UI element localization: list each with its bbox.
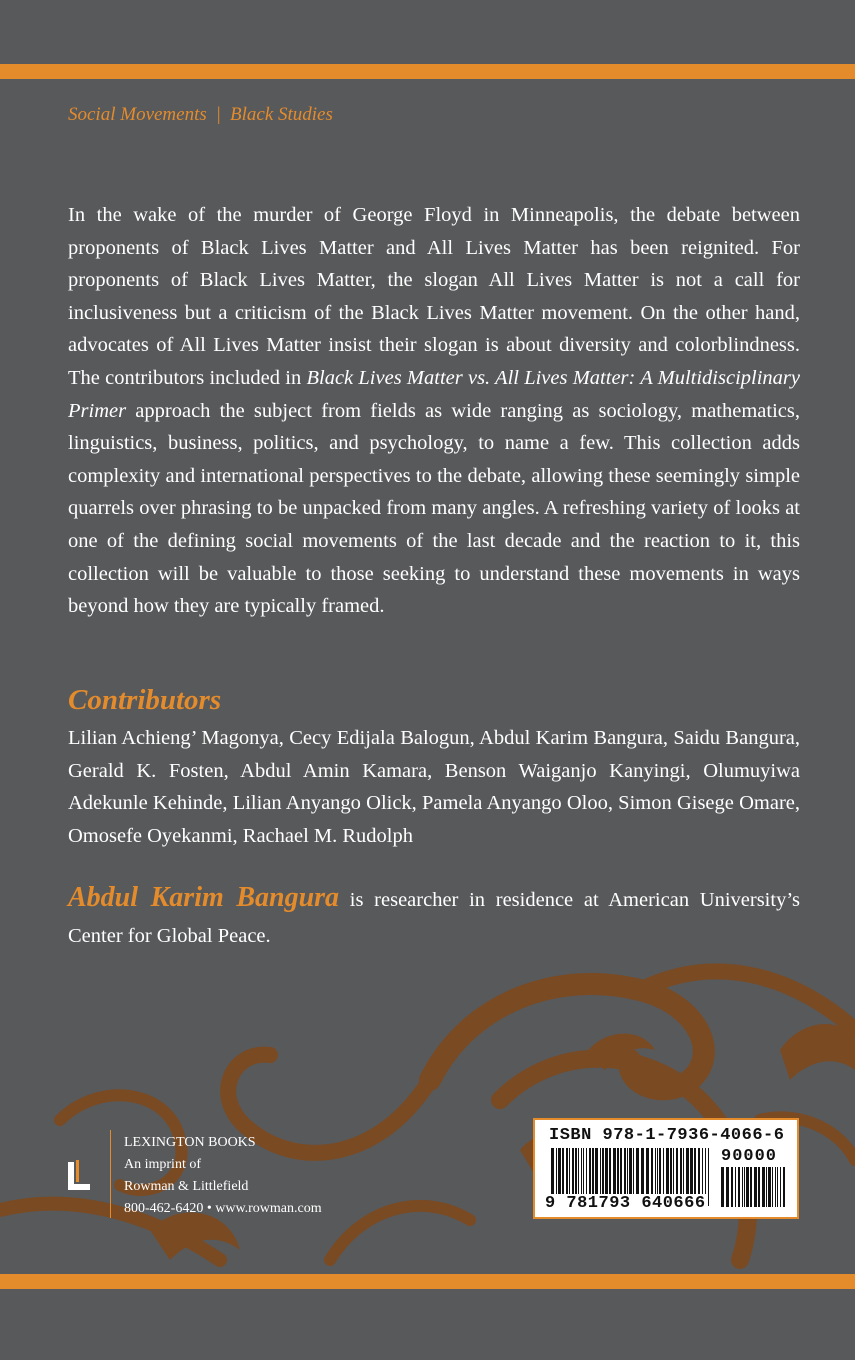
publisher-text [124,1132,322,1220]
barcode-bar [750,1167,752,1207]
lexington-logo-icon [66,1158,92,1192]
price-code: 90000 [721,1147,778,1166]
barcode-bar [738,1167,740,1207]
barcode-bar [780,1167,781,1207]
barcode-bar [758,1167,760,1207]
description-part-1: In the wake of the murder of George Floyd in Minneapolis, the debate between proponents of Black Lives Matter and All Lives Matter has been reignited. For proponents of Black Lives Matter, the slogan All Lives Matter is not a call for inclusiveness but a criticism of the Black Lives Matter movement. On the other hand, advocates of All Lives Matter insist their slogan is about diversity and colorblindness. The contributors included in [68,204,800,389]
barcode-bar [744,1167,745,1207]
barcode-bar [742,1167,743,1207]
barcode-bar [762,1167,765,1207]
contributors-list: Lilian Achieng’ Magonya, Cecy Edijala Balogun, Abdul Karim Bangura, Saidu Bangura, Gerald K. Fosten, Abdul Amin Kamara, Benson Waiganjo Kanyingi, Olumuyiwa Adekunle Kehinde, Lilian Anyango Olick, Pamela Anyango Oloo, Simon Gisege Omare, Omosefe Oyekanmi, Rachael M. Rudolph [68,727,800,847]
publisher-block [64,1130,384,1222]
category-black-studies: Black Studies [230,104,333,125]
barcode-bar [746,1167,749,1207]
barcode-bar [777,1167,778,1207]
barcode-bar [708,1148,709,1206]
scroll-ornament [0,960,855,1270]
barcode-bar [754,1167,757,1207]
contributors-heading: Contributors [68,684,222,716]
category-line [68,104,333,126]
addon-barcode-bars [721,1167,787,1207]
isbn-label: ISBN 978-1-7936-4066-6 [549,1126,785,1145]
publisher-parent: Rowman & Littlefield [124,1179,249,1194]
barcode-bar [726,1167,729,1207]
category-separator: | [215,104,221,125]
barcode-bar [775,1167,776,1207]
barcode-bar [772,1167,773,1207]
book-title: Black Lives Matter vs. All Lives Matter: A Multidisciplinary Primer [68,366,800,422]
ean-number: 9 781793 640666 [545,1194,706,1213]
publisher-divider [110,1130,111,1218]
top-orange-stripe [0,64,855,79]
publisher-contact: 800-462-6420 • www.rowman.com [124,1201,322,1216]
isbn-barcode [533,1118,799,1219]
barcode-bar [768,1167,771,1207]
barcode-bar [783,1167,785,1207]
barcode-bar [766,1167,767,1207]
barcode-bar [735,1167,736,1207]
category-social-movements: Social Movements [68,104,207,125]
author-bio [68,880,800,954]
author-bio-text: is researcher in residence at American University’s Center for Global Peace. [68,889,800,947]
bottom-orange-stripe [0,1274,855,1289]
barcode-bar [721,1167,724,1207]
book-description [68,199,800,623]
description-part-2: approach the subject from fields as wide ranging as sociology, mathematics, linguistics, business, politics, and psychology, to name a few. This collection adds complexity and international perspectives to the debate, allowing these seemingly simple quarrels over phrasing to be unpacked from many angles. A refreshing variety of looks at one of the defining social movements of the last decade and the reaction to it, this collection will be valuable to those seeking to understand these movements in ways beyond how they are typically framed. [68,399,800,618]
publisher-name: LEXINGTON BOOKS [124,1135,256,1150]
publisher-imprint: An imprint of [124,1157,201,1172]
barcode-bar [731,1167,733,1207]
author-name: Abdul Karim Bangura [68,882,340,913]
